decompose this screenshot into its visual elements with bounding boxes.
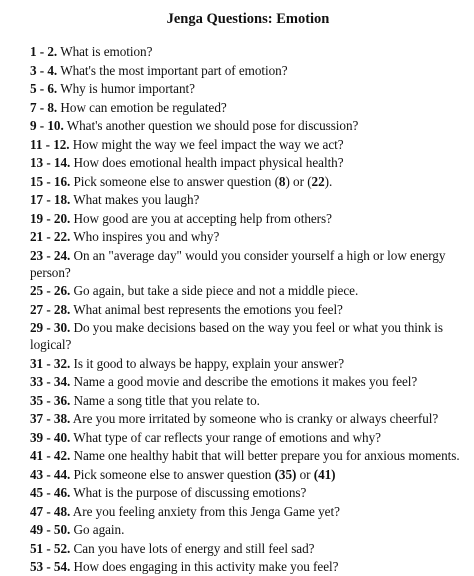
question-number: 37 - 38.	[30, 411, 71, 427]
question-number: 31 - 32.	[30, 355, 71, 371]
question-text: On an "average day" would you consider yourself a high or low energy person?	[30, 247, 446, 280]
question-text-part: Pick someone else to answer question (	[73, 173, 279, 189]
question-number: 33 - 34.	[30, 374, 71, 390]
list-item	[30, 62, 466, 79]
question-text	[74, 467, 336, 482]
question-text: Go again.	[73, 522, 125, 538]
question-number: 53 - 54.	[30, 559, 71, 575]
question-reference: (35)	[274, 466, 297, 482]
question-number: 27 - 28.	[30, 301, 71, 317]
question-number: 47 - 48.	[30, 503, 71, 519]
question-number: 35 - 36.	[30, 392, 71, 408]
question-text: Name one healthy habit that will better prepare you for anxious moments.	[73, 448, 460, 464]
question-number: 17 - 18.	[30, 192, 71, 207]
list-item	[30, 429, 466, 446]
question-number: 9 - 10.	[30, 118, 64, 133]
question-text: Name a song title that you relate to.	[73, 392, 260, 408]
list-item	[30, 447, 466, 464]
list-item	[30, 301, 466, 318]
list-item	[30, 540, 466, 557]
page-title: Jenga Questions: Emotion	[166, 11, 330, 27]
question-number: 5 - 6.	[30, 81, 58, 96]
question-number: 43 - 44.	[30, 466, 71, 482]
list-item	[30, 173, 466, 190]
question-list	[30, 43, 466, 576]
question-text: How does emotional health impact physical health?	[73, 155, 344, 170]
list-item	[30, 503, 466, 520]
question-text: Are you feeling anxiety from this Jenga Game yet?	[72, 503, 340, 519]
question-text: What's another question we should pose for discussion?	[66, 118, 359, 133]
question-number: 3 - 4.	[30, 62, 58, 78]
list-item	[30, 191, 466, 208]
question-number: 7 - 8.	[30, 99, 58, 115]
list-item	[30, 210, 466, 227]
question-number: 21 - 22.	[30, 229, 71, 244]
question-text: Name a good movie and describe the emotions it makes you feel?	[73, 374, 418, 390]
question-text: Is it good to always be happy, explain your answer?	[73, 355, 345, 371]
question-text: What type of car reflects your range of emotions and why?	[73, 429, 381, 445]
question-number: 29 - 30.	[30, 320, 71, 336]
list-item	[30, 136, 466, 153]
question-number: 11 - 12.	[30, 136, 70, 152]
list-item	[30, 117, 466, 134]
list-item	[30, 228, 466, 245]
question-number: 15 - 16.	[30, 173, 71, 189]
list-item	[30, 373, 466, 390]
question-text: Who inspires you and why?	[73, 229, 220, 244]
question-reference: (41)	[313, 466, 336, 482]
question-number: 41 - 42.	[30, 448, 71, 464]
list-item	[30, 99, 466, 116]
question-text: How does engaging in this activity make you feel?	[73, 559, 339, 575]
list-item	[30, 466, 466, 483]
question-text: What animal best represents the emotions you feel?	[73, 301, 343, 317]
question-text: What is the purpose of discussing emotions?	[73, 485, 307, 501]
list-item	[30, 392, 466, 409]
question-text: Are you more irritated by someone who is cranky or always cheerful?	[72, 411, 439, 427]
list-item	[30, 319, 466, 353]
question-text	[74, 174, 333, 189]
question-text: What is emotion?	[60, 44, 153, 59]
question-number: 39 - 40.	[30, 429, 71, 445]
question-text-part: ).	[324, 173, 333, 189]
question-number: 1 - 2.	[30, 44, 58, 59]
question-number: 23 - 24.	[30, 247, 71, 263]
question-text-part: Pick someone else to answer question	[73, 466, 275, 482]
question-reference: 22	[311, 173, 325, 189]
list-item	[30, 247, 466, 281]
question-text: Go again, but take a side piece and not a middle piece.	[73, 283, 359, 299]
list-item	[30, 355, 466, 372]
question-number: 25 - 26.	[30, 283, 71, 299]
list-item	[30, 558, 466, 575]
question-text: Why is humor important?	[60, 81, 195, 96]
question-number: 45 - 46.	[30, 485, 71, 501]
question-number: 19 - 20.	[30, 210, 71, 226]
question-text: How good are you at accepting help from others?	[73, 210, 332, 226]
list-item	[30, 521, 466, 538]
question-text-part: or	[296, 466, 314, 482]
list-item	[30, 484, 466, 501]
question-number: 51 - 52.	[30, 540, 71, 556]
question-number: 49 - 50.	[30, 522, 71, 538]
list-item	[30, 282, 466, 299]
question-text: Can you have lots of energy and still feel sad?	[73, 540, 315, 556]
question-text: What makes you laugh?	[73, 192, 200, 207]
question-text: How can emotion be regulated?	[60, 99, 227, 115]
list-item	[30, 154, 466, 171]
question-text: Do you make decisions based on the way you feel or what you think is logical?	[30, 320, 443, 353]
question-text: How might the way we feel impact the way we act?	[72, 136, 344, 152]
question-text-part: ) or (	[285, 173, 312, 189]
list-item	[30, 43, 466, 60]
list-item	[30, 80, 466, 97]
question-reference: 8	[278, 173, 286, 189]
question-number: 13 - 14.	[30, 155, 71, 170]
list-item	[30, 410, 466, 427]
question-text: What's the most important part of emotion?	[60, 62, 288, 78]
